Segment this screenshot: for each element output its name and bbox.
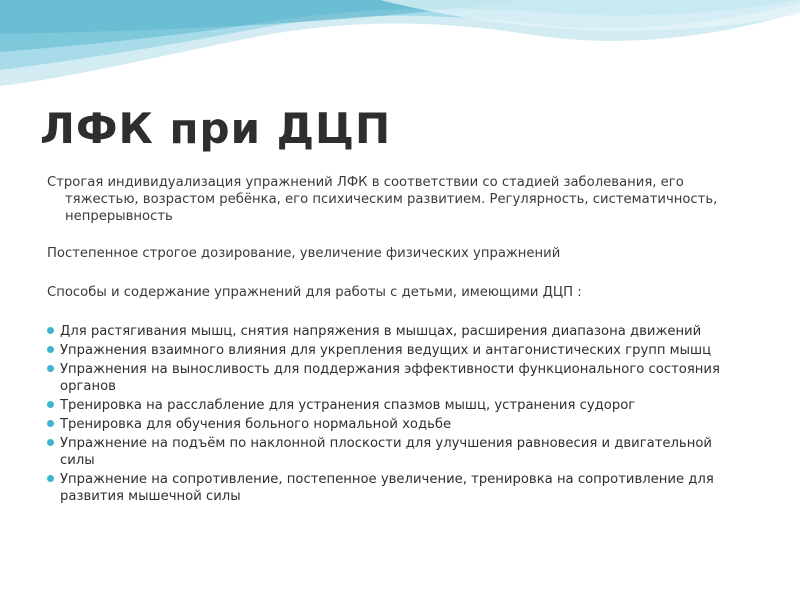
slide-content — [47, 174, 747, 507]
exercise-list — [47, 323, 747, 505]
list-item — [47, 471, 747, 505]
list-item-text: Упражнения взаимного влияния для укрепления ведущих и антагонистических групп мышц — [60, 343, 712, 358]
list-item — [47, 416, 747, 433]
slide-title: ЛФК при ДЦП — [40, 104, 392, 153]
bullet-icon — [47, 346, 54, 353]
bullet-icon — [47, 439, 54, 446]
list-item-text: Упражнения на выносливость для поддержания эффективности функционального состояния органов — [60, 362, 720, 394]
paragraph-methods-intro: Способы и содержание упражнений для работы с детьми, имеющими ДЦП : — [47, 285, 582, 300]
decorative-wave-header — [0, 0, 800, 95]
bullet-icon — [47, 327, 54, 334]
bullet-icon — [47, 365, 54, 372]
list-item-text: Тренировка на расслабление для устранения спазмов мышц, устранения судорог — [60, 398, 636, 413]
list-item — [47, 397, 747, 414]
paragraph-dosage: Постепенное строгое дозирование, увеличение физических упражнений — [47, 246, 561, 261]
list-item-text: Для растягивания мышц, снятия напряжения в мышцах, расширения диапазона движений — [60, 324, 702, 339]
list-item — [47, 361, 747, 395]
list-item-text: Упражнение на подъём по наклонной плоскости для улучшения равновесия и двигательной силы — [60, 436, 712, 468]
list-item — [47, 323, 747, 340]
list-item — [47, 435, 747, 469]
list-item — [47, 342, 747, 359]
bullet-icon — [47, 475, 54, 482]
bullet-icon — [47, 420, 54, 427]
paragraph-individualization: Строгая индивидуализация упражнений ЛФК в соответствии со стадией заболевания, его тяжестью, возрастом ребёнка, его психическим развитием. Регулярность, систематичность, непрерывность — [47, 175, 718, 224]
bullet-icon — [47, 401, 54, 408]
list-item-text: Упражнение на сопротивление, постепенное увеличение, тренировка на сопротивление для развития мышечной силы — [60, 472, 714, 504]
list-item-text: Тренировка для обучения больного нормальной ходьбе — [60, 417, 452, 432]
